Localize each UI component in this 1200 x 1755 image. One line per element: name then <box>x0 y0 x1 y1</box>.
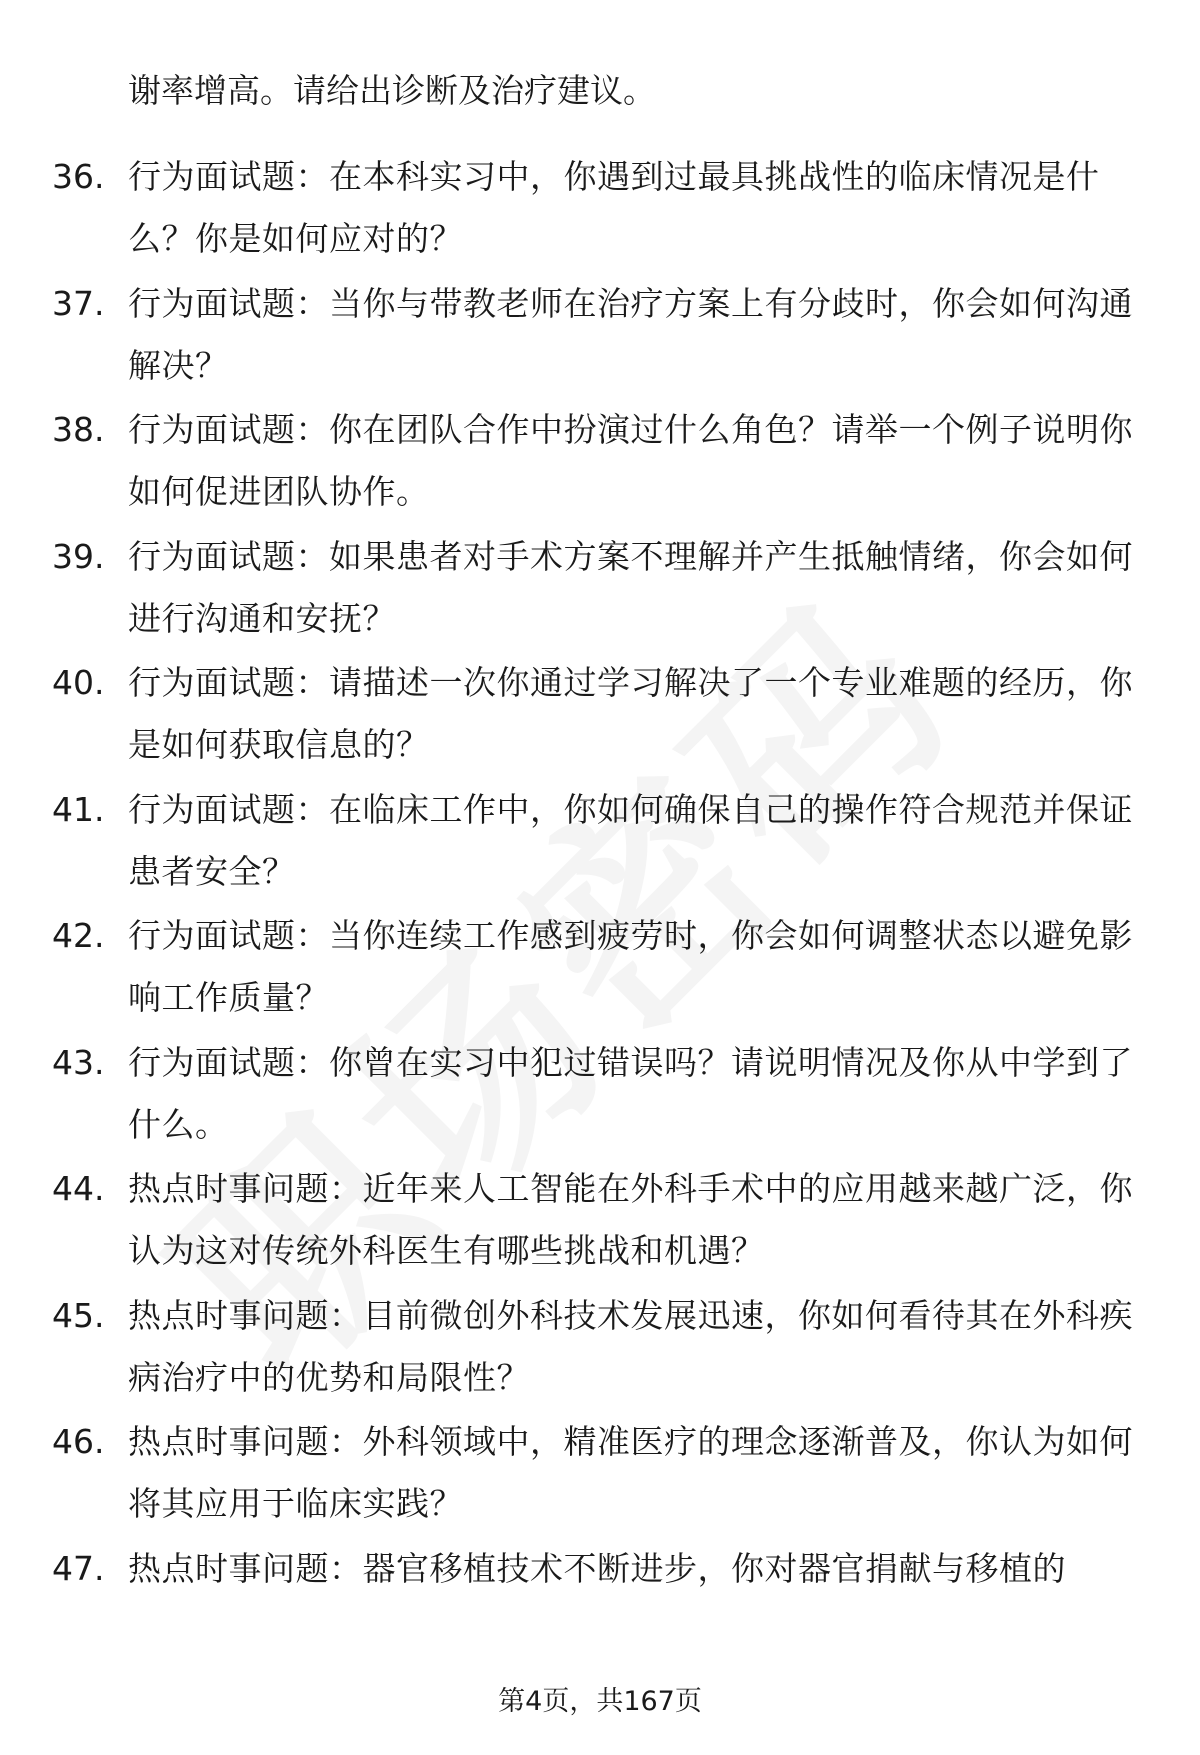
question-item <box>0 905 1200 1032</box>
continuation-text: 谢率增高。请给出诊断及治疗建议。 <box>128 71 656 110</box>
question-item <box>0 526 1200 653</box>
question-item <box>0 1538 1200 1665</box>
question-text: 热点时事问题：目前微创外科技术发展迅速，你如何看待其在外科疾病治疗中的优势和局限性？ <box>128 1295 1133 1397</box>
page-footer: 第4页，共167页 <box>498 1686 702 1717</box>
question-text: 行为面试题：你曾在实习中犯过错误吗？请说明情况及你从中学到了什么。 <box>128 1042 1133 1144</box>
question-list <box>0 146 1200 1664</box>
question-number: 47. <box>52 1548 105 1588</box>
question-item <box>0 1285 1200 1412</box>
question-item <box>0 1158 1200 1285</box>
question-item <box>0 399 1200 526</box>
question-text: 行为面试题：当你与带教老师在治疗方案上有分歧时，你会如何沟通解决？ <box>128 283 1133 385</box>
question-item <box>0 273 1200 400</box>
question-item <box>0 1032 1200 1159</box>
question-item <box>0 779 1200 906</box>
question-number: 39. <box>52 536 105 576</box>
question-text: 行为面试题：当你连续工作感到疲劳时，你会如何调整状态以避免影响工作质量？ <box>128 916 1133 1017</box>
question-number: 42. <box>52 916 105 955</box>
question-text: 行为面试题：请描述一次你通过学习解决了一个专业难题的经历，你是如何获取信息的？ <box>128 663 1133 764</box>
question-number: 45. <box>52 1295 105 1335</box>
question-text: 行为面试题：在临床工作中，你如何确保自己的操作符合规范并保证患者安全？ <box>128 789 1133 891</box>
question-item <box>0 1411 1200 1538</box>
question-text: 热点时事问题：器官移植技术不断进步，你对器官捐献与移植的 <box>128 1548 1066 1588</box>
question-number: 44. <box>52 1169 105 1208</box>
question-item <box>0 146 1200 273</box>
question-text: 行为面试题：你在团队合作中扮演过什么角色？请举一个例子说明你如何促进团队协作。 <box>128 410 1133 511</box>
question-number: 36. <box>52 157 105 196</box>
question-number: 46. <box>52 1422 105 1461</box>
question-text: 热点时事问题：外科领域中，精准医疗的理念逐渐普及，你认为如何将其应用于临床实践？ <box>128 1422 1133 1523</box>
question-number: 37. <box>52 283 105 323</box>
question-number: 43. <box>52 1042 105 1082</box>
question-text: 行为面试题：在本科实习中，你遇到过最具挑战性的临床情况是什么？你是如何应对的？ <box>128 157 1100 258</box>
question-number: 40. <box>52 663 105 702</box>
question-number: 41. <box>52 789 105 829</box>
question-text: 热点时事问题：近年来人工智能在外科手术中的应用越来越广泛，你认为这对传统外科医生有哪些挑战和机遇？ <box>128 1169 1133 1270</box>
question-text: 行为面试题：如果患者对手术方案不理解并产生抵触情绪，你会如何进行沟通和安抚？ <box>128 536 1133 638</box>
question-item <box>0 652 1200 779</box>
question-number: 38. <box>52 410 105 449</box>
